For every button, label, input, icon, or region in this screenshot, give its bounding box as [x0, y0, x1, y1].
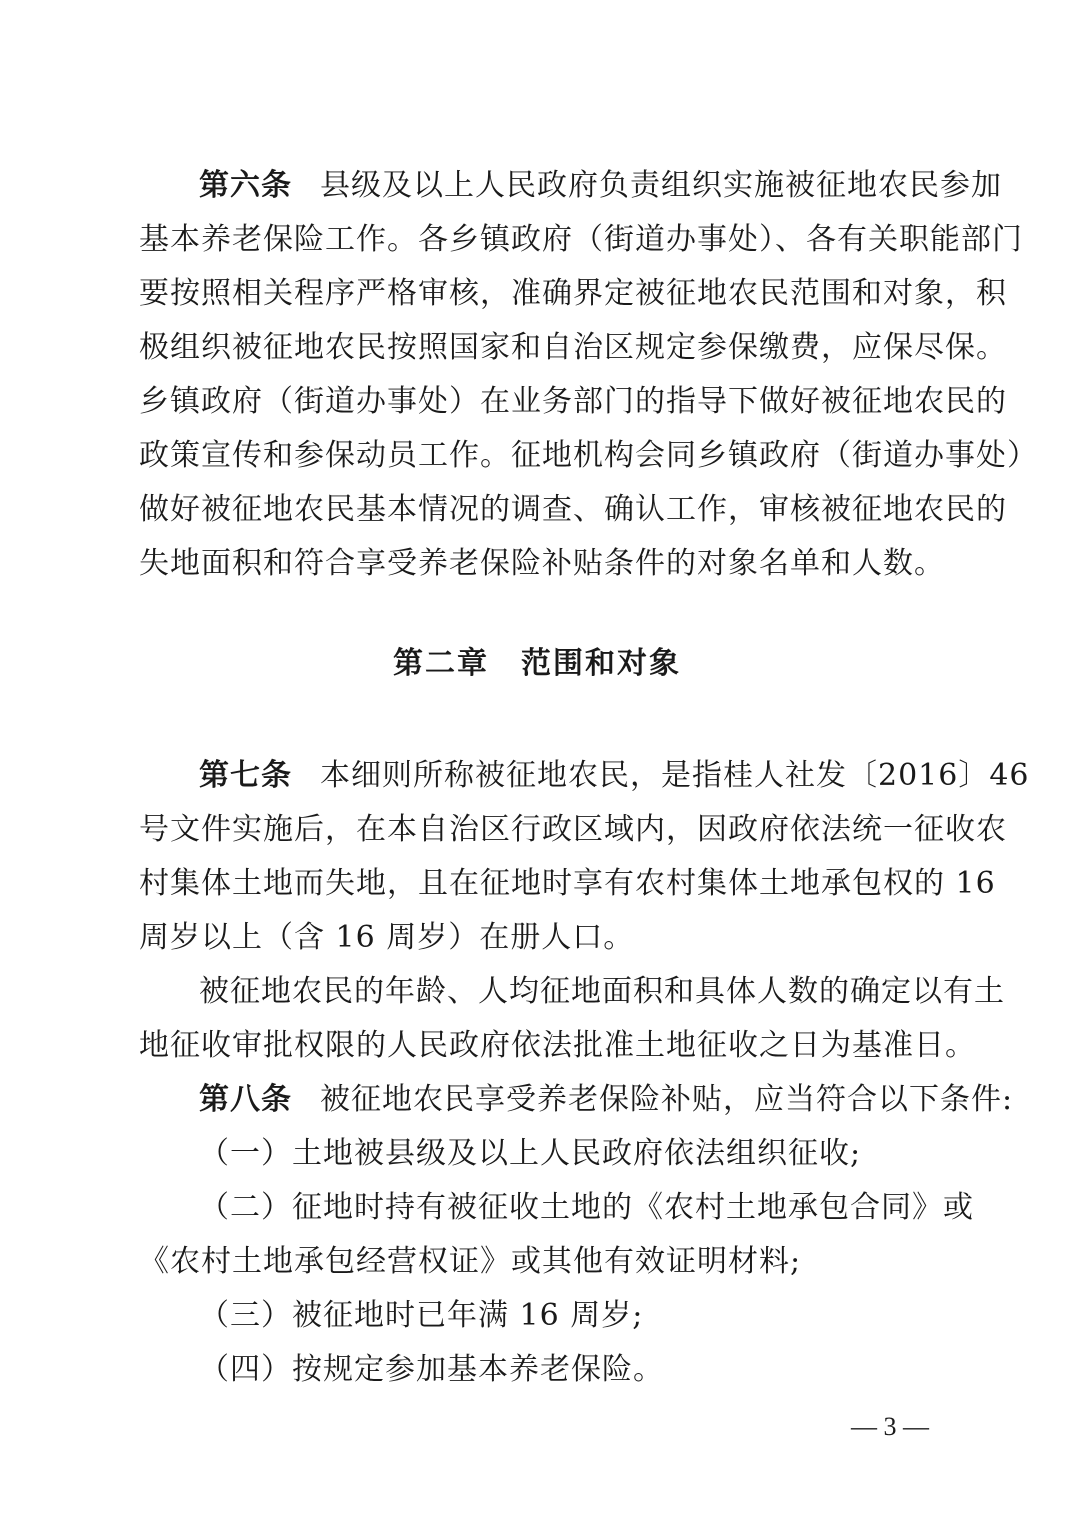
article-8-intro: 被征地农民享受养老保险补贴，应当符合以下条件:	[320, 1082, 1014, 1117]
article-6-label: 第六条	[199, 168, 292, 203]
article-7-text-1: 本细则所称被征地农民，是指桂人社发〔2016〕46	[320, 758, 1030, 793]
article-7-para2-line-2: 地征收审批权限的人民政府依法批准土地征收之日为基准日。	[139, 1028, 976, 1063]
article-8-line-1	[199, 1080, 1013, 1120]
article-8-item-2: （二）征地时持有被征收土地的《农村土地承包合同》或	[199, 1190, 974, 1225]
article-7-line-4: 周岁以上（含 16 周岁）在册人口。	[139, 920, 635, 955]
article-8-item-3: （三）被征地时已年满 16 周岁;	[199, 1298, 644, 1333]
article-6-line-2: 基本养老保险工作。各乡镇政府（街道办事处）、各有关职能部门	[139, 222, 1023, 257]
article-6-line-1	[139, 166, 1002, 206]
article-7-line-1	[139, 756, 1030, 796]
article-7-para2-line-1: 被征地农民的年龄、人均征地面积和具体人数的确定以有土	[199, 974, 1005, 1009]
article-6-line-5: 乡镇政府（街道办事处）在业务部门的指导下做好被征地农民的	[139, 384, 1007, 419]
article-8-item-1: （一）土地被县级及以上人民政府依法组织征收;	[199, 1136, 862, 1171]
article-6-line-8: 失地面积和符合享受养老保险补贴条件的对象名单和人数。	[139, 546, 945, 581]
article-8-item-4: （四）按规定参加基本养老保险。	[199, 1352, 664, 1387]
article-8-label: 第八条	[199, 1082, 292, 1117]
page-number: — 3 —	[851, 1412, 929, 1441]
article-7-line-3: 村集体土地而失地，且在征地时享有农村集体土地承包权的 16	[139, 866, 996, 901]
article-6-text-1: 县级及以上人民政府负责组织实施被征地农民参加	[320, 168, 1002, 203]
article-6-line-4: 极组织被征地农民按照国家和自治区规定参保缴费，应保尽保。	[139, 330, 1007, 365]
article-7-label: 第七条	[199, 758, 292, 793]
article-6-line-3: 要按照相关程序严格审核，准确界定被征地农民范围和对象，积	[139, 276, 1007, 311]
article-7-line-2: 号文件实施后，在本自治区行政区域内，因政府依法统一征收农	[139, 812, 1007, 847]
article-8-item-2-cont: 《农村土地承包经营权证》或其他有效证明材料;	[139, 1244, 802, 1279]
article-6-line-6: 政策宣传和参保动员工作。征地机构会同乡镇政府（街道办事处）	[139, 438, 1038, 473]
chapter-heading: 第二章 范围和对象	[393, 646, 681, 681]
article-6-line-7: 做好被征地农民基本情况的调查、确认工作，审核被征地农民的	[139, 492, 1007, 527]
